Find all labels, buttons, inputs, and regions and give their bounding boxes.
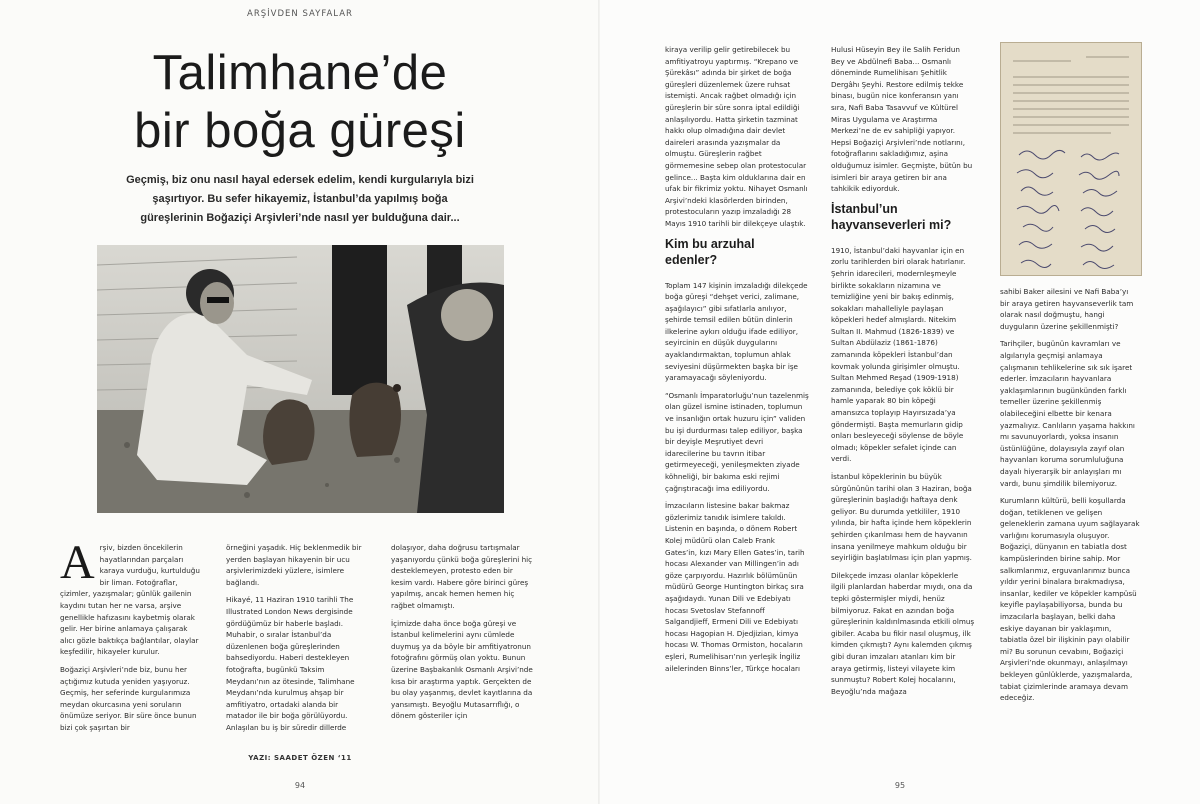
heading-hayvanseverler: İstanbul’un hayvanseverleri mi? (831, 201, 952, 232)
right-column-3 (1000, 286, 1140, 754)
section-label: ARŞİVDEN SAYFALAR (247, 9, 353, 19)
author-byline: YAZI: SAADET ÖZEN ‘11 (248, 754, 352, 762)
left-column-3 (391, 542, 533, 750)
right-col1-intro: kiraya verilip gelir getirebilecek bu amfitiyatroyu yaptırmış. “Krepano ve Şürekâsı” adında bir şirket de boğa güreşleri düzenlemek üzere ruhsat istemişti. Ancak rağbet olmadığı için güreşlerin bir süre sonra iptal edildiği anlaşılıyordu. Hatta şirketin tazminat hakkı olup olmadığına dair devlet daireleri arasında yazışmalar da olmuştu. Güreşlerin rağbet görmemesine sebep olan protestocular gelince... Başta kim olduklarına dair en ufak bir fikrimiz yoktu. Nihayet Osmanlı Arşivi’ndeki klasörlerden birinden, protestocuların yazıp imzaladığı 28 Mayıs 1910 tarihli bir dilekçeye ulaştık. (665, 45, 808, 228)
left-col3-paragraph-1: dolaşıyor, daha doğrusu tartışmalar yaşanıyordu çünkü boğa güreşlerini hiç desteklemeyen, protesto eden bir kesim vardı. Habere göre birinci güreş yapılmış, ancak hemen hemen hiç rağbet olmamıştı. (391, 543, 533, 610)
right-col2-paragraph-2: İstanbul köpeklerinin bu büyük sürgününün tarihi olan 3 Haziran, boğa güreşlerinin başladığı haftaya denk geliyor. Bu durumda yetkililer, 1910 yılında, bir hafta içinde hem köpeklerin şehirden çıkarılması hem de hayvanın insana yenilmeye mahkum olduğu bir seyirliğin başlatılması için plan yapmış. (831, 472, 972, 563)
left-column-1 (60, 542, 202, 750)
left-col1-paragraph-2: Boğaziçi Arşivleri’nde biz, bunu her açtığımız kutuda yeniden yaşıyoruz. Geçmiş, her seferinde kurgularımıza meydan okurcasına yeni soruların önümüze seriyor. Bir süre önce bunun bizi çok şaşırtan bir (60, 664, 197, 732)
title-line-1: Talimhane’de (152, 46, 448, 100)
right-column-1 (665, 44, 809, 754)
left-col3-paragraph-2: İçimizde daha önce boğa güreşi ve İstanbul kelimelerini aynı cümlede duymuş ya da böyle bir amfitiyatronun fotoğrafını görmüş olan yoktu. Bunun üzerine Başbakanlık Osmanlı Arşivi’nde kısa bir araştırma yaptık. Gerçekten de bu olay yaşanmış, devlet kayıtlarına da yansımıştı. Beyoğlu Mutasarrıflığı, o dönem gösteriler için (391, 618, 533, 721)
left-col1-paragraph-1: rşiv, bizden öncekilerin hayatlarından parçaları karaya vurduğu, kurtulduğu bir liman. Fotoğraflar, çizimler, yazışmalar; günlük gailenin kaydını tutan her ne varsa, arşive genellikle hafızasını kaybetmiş olarak gelir. Her birine anlamaya çalışarak alıcı gözle baktıkça bağlantılar, olaylar keşfedilir, hikayeler kurulur. (60, 543, 200, 657)
page-number-left: 94 (294, 781, 306, 790)
right-col1-paragraph-3: İmzacıların listesine bakar bakmaz gözlerimiz tanıdık isimlere takıldı. Listenin en başında, o dönem Robert Kolej müdürü olan Caleb Frank Gates’in, kızı Mary Ellen Gates’in, tarih hocası Alexander van Millingen’in adı göze çarpıyordu. Hazırlık bölümünün müdürü George Huntington birkaç sıra aşağıdaydı. Yunan Dili ve Edebiyatı hocası Svetoslav Stefannoff Salgandjieff, Ermeni Dili ve Edebiyatı hocası Hagopian H. Djedjizian, kimya hocası W. Thomas Ormiston, hocaların eşleri, Rumelihisarı’nın yerleşik İngiliz ailelerinden Binns’ler, Türkçe hocaları (665, 501, 805, 673)
page-number-right: 95 (894, 781, 906, 790)
left-col2-paragraph-1: örneğini yaşadık. Hiç beklenmedik bir yerden başlayan hikayenin bir ucu arşivlerimizdeki yüzlere, isimlere bağlandı. (226, 543, 362, 587)
left-col2-paragraph-2: Hikayé, 11 Haziran 1910 tarihli The Illustrated London News dergisinde gördüğümüz bir haberle başladı. Muhabir, o sıralar İstanbul’da düzenlenen boğa güreşlerinden bahsediyordu. Haberi destekleyen fotoğrafta, bugünkü Taksim Meydanı’nın az ötesinde, Talimhane Meydanı’nda kurulmuş ahşap bir amfitiyatro, ortadaki alanda bir matador ile bir boğa görülüyordu. Anlaşılan bu iş bir süredir dillerde (226, 595, 355, 732)
right-col1-paragraph-1: Toplam 147 kişinin imzaladığı dilekçede boğa güreşi “dehşet verici, zalimane, aşağılayıcı” gibi sıfatlarla anılıyor, şehirde temsil edilen bütün dinlerin ilkelerine aykırı olduğu ifade ediliyor, seyircinin en düşük duygularını ayaklandırmaktan, toplumun ahlak seviyesini düşürmekten başka bir işe yaramayacağı söyleniyordu. (665, 280, 808, 383)
title-line-2: bir boğa güreşi (134, 104, 466, 158)
drop-cap: A (60, 542, 95, 589)
heading-arzuhal: Kim bu arzuhal edenler? (665, 236, 755, 267)
right-col3-paragraph-3: Kurumların kültürü, belli koşullarda doğan, tetiklenen ve gelişen geleneklerin zamana uyum sağlayarak varlığını korumasıyla oluşuyor. Boğaziçi, dünyanın en tabiatla dost kampüslerinden birine sahip. Mor salkımlarımız, erguvanlarımız bunca yıldır yerini binalara bırakmadıysa, insanlar, kediler ve köpekler kampüsü keyifle paylaşabiliyorsa, bunda bu imzacılarla başlayan, belki daha eskiye dayanan bir yaklaşımın, tabiatla özel bir ilişkinin payı olabilir mi? Bu sorunun cevabını, Boğaziçi Arşivleri’nde okunmayı, anlaşılmayı bekleyen günlüklerde, yazışmalarda, tabiat çizimlerinde aramaya devam edeceğiz. (1000, 496, 1140, 703)
article-deck: Geçmiş, biz onu nasıl hayal edersek edelim, kendi kurgularıyla bizi şaşırtıyor. Bu sefer hikayemiz, İstanbul’da yapılmış boğa güreşlerinin Boğaziçi Arşivleri’nde nasıl yer bulduğuna dair... (126, 174, 474, 224)
right-col1-paragraph-2: “Osmanlı İmparatorluğu’nun tazelenmiş olan güzel ismine istinaden, toplumun ve insanlığın ortak huzuru için” validen bu işi durdurması talep ediliyor, başka bir deyişle Meşrutiyet devri idarecilerine bu tavrın itibar getirmeyeceği, yenileşmekten ziyade köhneliği, bir bakıma eski rejimi çağrıştıracağı ima ediliyordu. (665, 390, 809, 493)
photo-illustration (97, 245, 504, 513)
right-col3-paragraph-1: sahibi Baker ailesini ve Nafi Baba’yı bir araya getiren hayvanseverlik tam olarak nasıl doğmuştu, hangi duyguların üzerine şekillenmişti? (1000, 287, 1134, 331)
right-col2-intro: Hulusi Hüseyin Bey ile Salih Feridun Bey ve Abdülnefi Baba... Osmanlı döneminde Rumelihisarı Şehitlik Dergâhı Şeyhi. Restore edilmiş tekke binası, bugün nice konferansın yanı sıra, Nafi Baba Tasavvuf ve Kültürel Miras Uygulama ve Araştırma Merkezi’ne de ev sahipliği yapıyor. Hepsi Boğaziçi Arşivleri’nde notlarını, fotoğraflarını sakladığımız, aşina olduğumuz isimler. Geçmişte, bütün bu isimleri bir araya getiren bir ana tahkikik ediyorduk. (831, 45, 973, 194)
right-col2-paragraph-1: 1910, İstanbul’daki hayvanlar için en zorlu tarihlerden biri olarak hatırlanır. Şehrin idarecileri, modernleşmeyle birlikte sokakların nizamına ve temizliğine yeni bir bakış edinmiş, sokakları mahalleliyle paylaşan köpekleri hedef almışlardı. Nitekim Sultan II. Mahmud (1826-1839) ve Sultan Abdülaziz (1861-1876) zamanında köpekleri İstanbul’dan kovmak yolunda girişimler olmuştu. Sultan Mehmed Reşad (1909-1918) zamanında, belediye çok köklü bir hamle yaparak 80 bin köpeği amansızca toplayıp Hayırsızada’ya göndermişti. Başta memurların gidip onları besleyeceği söylense de böyle olmadı; köpekler sefalet içinde can verdi. (831, 245, 966, 464)
right-column-2 (831, 44, 975, 754)
right-col2-paragraph-3: Dilekçede imzası olanlar köpeklerle ilgili planlardan haberdar mıydı, ona da tepki göstermişler miydi, henüz bilmiyoruz. Fakat en azından boğa güreşlerinin kaldırılmasında etkili olmuş gibiler. Acaba bu fikir nasıl oluşmuş, ilk kimden çıkmıştı? Aynı kalemden çıkmış gibi duran imzaları atanları kim bir araya getirmiş, listeyi vilayete kim sunmuştu? Robert Kolej hocalarını, Beyoğlu’nda mağaza (831, 570, 975, 696)
right-col3-paragraph-2: Tarihçiler, bugünün kavramları ve algılarıyla geçmişi anlamaya çalışmanın tehlikelerine sık sık işaret ederler. İmzacıların hayvanlara yaklaşımlarının bugünkünden farklı temeller üzerine şekillenmiş olabileceğini elbette bir kenara yazmalıyız. Canlıların yaşama hakkını mı savunuyorlardı, yoksa insanın üstünlüğüne, dolayısıyla zayıf olan hayvanları koruma sorumluluğuna dayalı hiyerarşik bir anlayışları mı vardı, bunu şimdilik bilemiyoruz. (1000, 339, 1135, 488)
left-column-2 (226, 542, 368, 750)
bear-cubs-photo (97, 245, 504, 513)
document-illustration (1001, 43, 1141, 275)
petition-document-image (1000, 42, 1142, 276)
